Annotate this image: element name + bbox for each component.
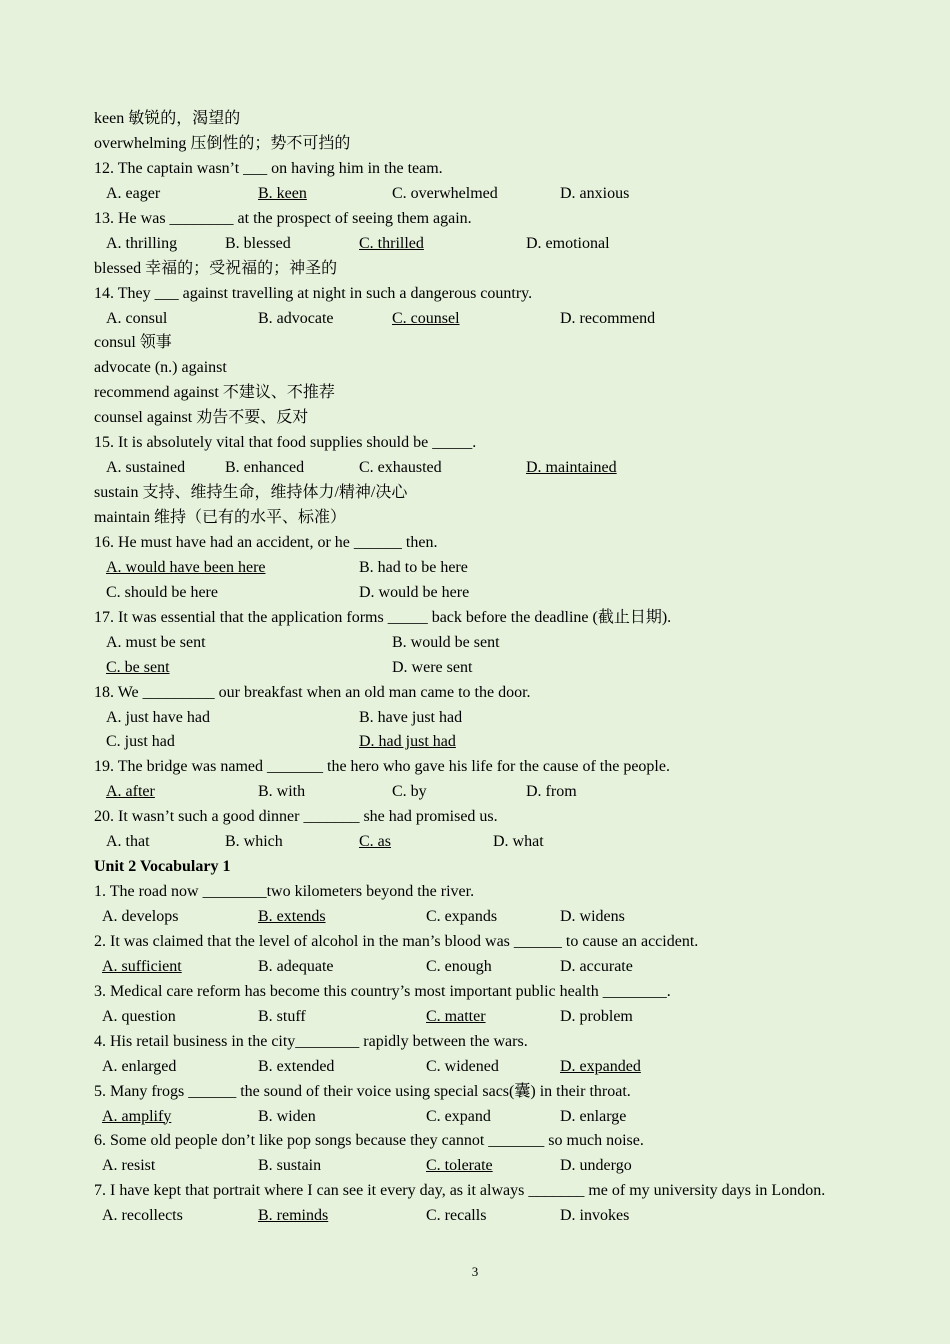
text-line: sustain 支持、维持生命，维持体力/精神/决心 <box>94 484 408 502</box>
answer-options-row <box>94 656 894 681</box>
answer-option: B. sustain <box>258 1157 322 1175</box>
answer-option: D. accurate <box>560 957 633 975</box>
answer-option: C. exhausted <box>359 459 442 477</box>
answer-options-row <box>94 1005 894 1030</box>
text-line: 17. It was essential that the application forms _____ back before the deadline (截止日期). <box>94 608 672 626</box>
answer-option: C. enough <box>426 957 492 975</box>
text-line: consul 领事 <box>94 334 172 352</box>
answer-option: D. recommend <box>560 309 656 327</box>
answer-option: D. invokes <box>560 1207 630 1225</box>
answer-options-row <box>94 581 894 606</box>
answer-options-row <box>94 556 894 581</box>
text-line: 2. It was claimed that the level of alcohol in the man’s blood was ______ to cause an accident. <box>94 932 699 950</box>
correct-answer-option: A. amplify <box>102 1107 172 1125</box>
text-line: 12. The captain wasn’t ___ on having him in the team. <box>94 159 443 177</box>
answer-option: C. just had <box>106 733 175 751</box>
answer-option: D. widens <box>560 908 625 925</box>
answer-option: D. what <box>493 833 544 851</box>
answer-option: B. would be sent <box>392 633 500 651</box>
answer-option: A. enlarged <box>102 1057 177 1075</box>
text-line: 19. The bridge was named _______ the hero who gave his life for the cause of the people. <box>94 758 670 776</box>
text-line: 6. Some old people don’t like pop songs because they cannot _______ so much noise. <box>94 1132 644 1150</box>
answer-options-row <box>94 456 894 481</box>
answer-option: C. widened <box>426 1057 499 1075</box>
answer-option: A. eager <box>106 184 161 202</box>
answer-options-row <box>94 631 894 656</box>
answer-option: B. advocate <box>258 309 334 327</box>
text-line: 4. His retail business in the city________ rapidly between the wars. <box>94 1032 528 1050</box>
answer-option: D. undergo <box>560 1157 632 1175</box>
answer-option: D. emotional <box>526 234 610 252</box>
text-line: overwhelming 压倒性的；势不可挡的 <box>94 134 351 152</box>
text-line: 18. We _________ our breakfast when an old man came to the door. <box>94 683 531 701</box>
text-line: 5. Many frogs ______ the sound of their voice using special sacs(囊) in their throat. <box>94 1082 631 1100</box>
answer-options-row <box>94 780 894 805</box>
text-line: 13. He was ________ at the prospect of seeing them again. <box>94 209 472 227</box>
answer-options-row <box>94 1204 894 1229</box>
answer-options-row <box>94 307 894 332</box>
correct-answer-option: C. matter <box>426 1007 486 1025</box>
answer-option: A. resist <box>102 1157 156 1175</box>
answer-option: C. should be here <box>106 583 218 601</box>
answer-option: B. had to be here <box>359 558 468 576</box>
answer-options-row <box>94 1055 894 1080</box>
answer-option: B. with <box>258 783 306 801</box>
correct-answer-option: B. keen <box>258 184 307 202</box>
answer-options-row <box>94 830 894 855</box>
text-line: 15. It is absolutely vital that food supplies should be _____. <box>94 434 477 452</box>
answer-option: B. widen <box>258 1107 316 1125</box>
correct-answer-option: C. tolerate <box>426 1157 493 1175</box>
answer-option: D. anxious <box>560 184 630 202</box>
text-line: 20. It wasn’t such a good dinner _______ she had promised us. <box>94 808 498 826</box>
answer-option: C. by <box>392 783 427 801</box>
answer-option: C. expand <box>426 1107 491 1125</box>
answer-options-row <box>94 730 894 755</box>
answer-options-row <box>94 905 894 930</box>
correct-answer-option: C. as <box>359 833 391 851</box>
text-line: recommend against 不建议、不推荐 <box>94 384 335 402</box>
correct-answer-option: A. sufficient <box>102 957 182 975</box>
answer-option: A. develops <box>102 908 179 925</box>
correct-answer-option: D. expanded <box>560 1057 641 1075</box>
correct-answer-option: A. would have been here <box>106 558 266 576</box>
text-line: 1. The road now ________two kilometers beyond the river. <box>94 883 475 901</box>
answer-option: A. sustained <box>106 459 186 477</box>
answer-option: B. stuff <box>258 1007 306 1025</box>
correct-answer-option: A. after <box>106 783 155 801</box>
page-content <box>94 107 894 1229</box>
correct-answer-option: C. be sent <box>106 658 170 676</box>
correct-answer-option: C. counsel <box>392 309 460 327</box>
answer-option: D. were sent <box>392 658 473 676</box>
section-heading: Unit 2 Vocabulary 1 <box>94 858 231 876</box>
correct-answer-option: D. had just had <box>359 733 456 751</box>
text-line: advocate (n.) against <box>94 359 227 377</box>
answer-option: C. recalls <box>426 1207 487 1225</box>
correct-answer-option: D. maintained <box>526 459 617 477</box>
answer-option: A. that <box>106 833 150 851</box>
answer-option: D. problem <box>560 1007 633 1025</box>
text-line: 16. He must have had an accident, or he ______ then. <box>94 533 438 551</box>
answer-option: B. have just had <box>359 708 463 726</box>
answer-option: D. from <box>526 783 577 801</box>
text-line: 7. I have kept that portrait where I can see it every day, as it always _______ me of my university days in London. <box>94 1182 826 1200</box>
answer-option: C. overwhelmed <box>392 184 498 202</box>
correct-answer-option: B. reminds <box>258 1207 329 1225</box>
text-line: blessed 幸福的；受祝福的；神圣的 <box>94 259 338 277</box>
text-line: 3. Medical care reform has become this country’s most important public health ________. <box>94 982 671 1000</box>
text-line: keen 敏锐的，渴望的 <box>94 110 241 127</box>
answer-option: D. enlarge <box>560 1107 627 1125</box>
answer-options-row <box>94 232 894 257</box>
answer-options-row <box>94 1105 894 1130</box>
answer-options-row <box>94 955 894 980</box>
answer-option: B. extended <box>258 1057 335 1075</box>
answer-option: A. just have had <box>106 708 210 726</box>
answer-option: A. thrilling <box>106 234 178 252</box>
correct-answer-option: C. thrilled <box>359 234 424 252</box>
answer-options-row <box>94 706 894 731</box>
answer-option: B. which <box>225 833 283 851</box>
text-line: 14. They ___ against travelling at night in such a dangerous country. <box>94 284 533 302</box>
answer-option: A. recollects <box>102 1207 183 1225</box>
answer-option: A. must be sent <box>106 633 206 651</box>
answer-option: A. consul <box>106 309 168 327</box>
answer-option: B. adequate <box>258 957 334 975</box>
answer-option: B. blessed <box>225 234 291 252</box>
text-line: counsel against 劝告不要、反对 <box>94 409 309 427</box>
answer-option: A. question <box>102 1007 176 1025</box>
page-number: 3 <box>471 1264 479 1279</box>
correct-answer-option: B. extends <box>258 908 326 925</box>
answer-option: C. expands <box>426 908 498 925</box>
text-line: maintain 维持（已有的水平、标准） <box>94 509 346 526</box>
answer-options-row <box>94 1154 894 1179</box>
answer-option: D. would be here <box>359 583 470 601</box>
answer-options-row <box>94 182 894 207</box>
answer-option: B. enhanced <box>225 459 305 477</box>
